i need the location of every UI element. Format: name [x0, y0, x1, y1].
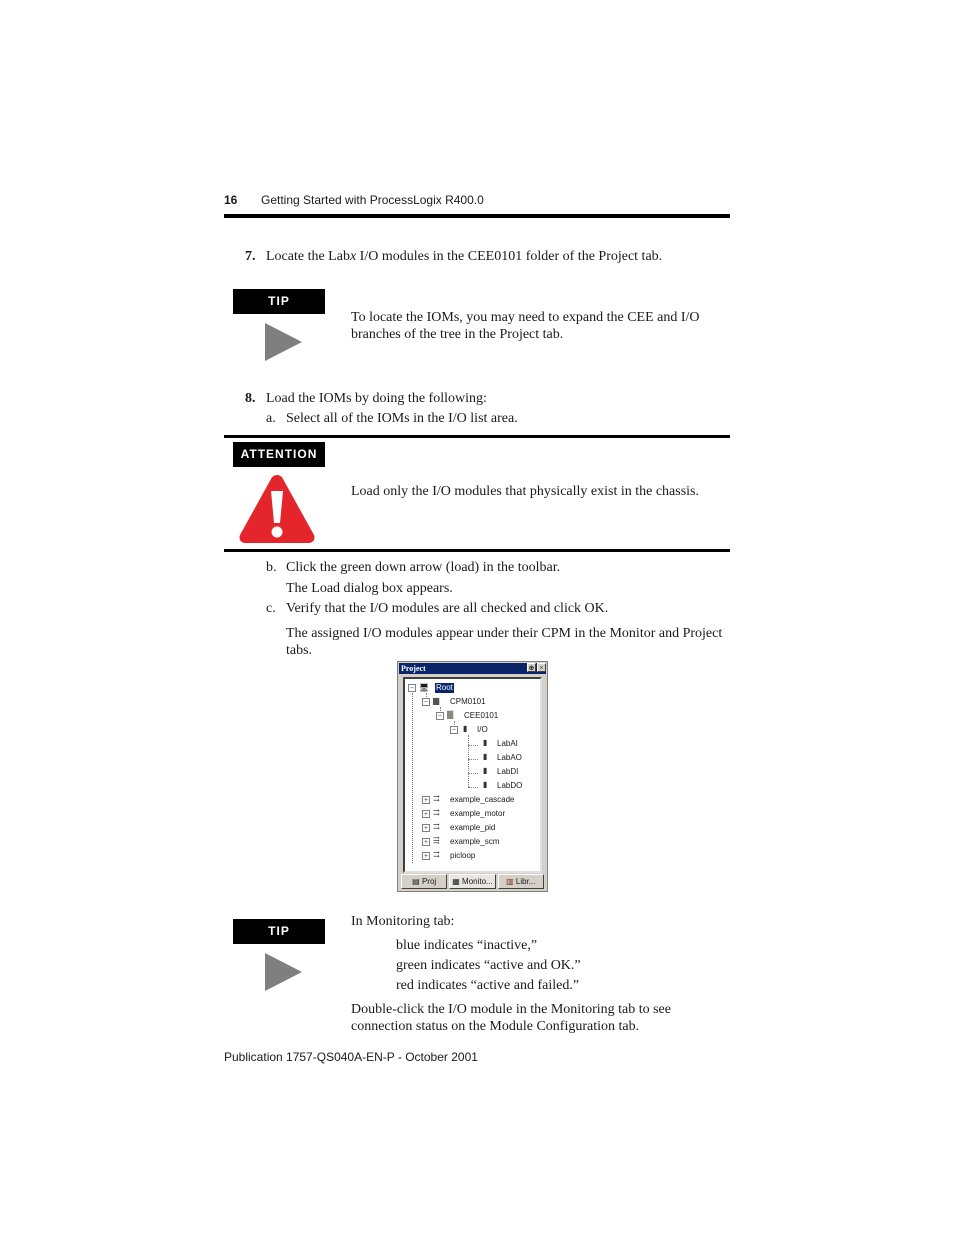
tree-node-module[interactable]: LabDO [497, 781, 523, 790]
tree-node-cpm[interactable]: CPM0101 [450, 697, 486, 706]
attention-bottom-rule [224, 549, 730, 552]
expand-toggle[interactable]: + [422, 852, 430, 860]
tip-intro: In Monitoring tab: [351, 914, 455, 929]
project-window-title-text: Project [401, 664, 426, 673]
step-b-result: The Load dialog box appears. [286, 581, 453, 596]
tip-outro: Double-click the I/O module in the Monitoring tab to see connection status on the Module Configuration tab. [351, 1002, 671, 1034]
tip-list-item: green indicates “active and OK.” [396, 958, 581, 973]
expand-toggle[interactable]: + [422, 824, 430, 832]
running-title: Getting Started with ProcessLogix R400.0 [261, 193, 484, 207]
cpm-icon: ▆ [433, 696, 440, 705]
project-window [397, 661, 548, 892]
tab-project[interactable] [401, 874, 447, 889]
tree-node-cee[interactable]: CEE0101 [464, 711, 499, 720]
library-tab-icon: ▥ [506, 877, 516, 886]
exclamation-triangle-icon [237, 473, 317, 545]
tab-project-label: Proj [421, 877, 437, 886]
cee-icon: ▇ [447, 710, 454, 719]
step-b-text: Click the green down arrow (load) in the toolbar. [286, 560, 561, 575]
step-8-text: Load the IOMs by doing the following: [266, 391, 487, 406]
tree-node-root[interactable]: Root [436, 683, 453, 692]
tree-node-folder[interactable]: picloop [450, 851, 476, 860]
tree-line [412, 693, 413, 863]
collapse-toggle[interactable]: − [408, 684, 416, 692]
step-a-letter: a. [266, 411, 276, 426]
tree-line [468, 759, 478, 760]
tip-label: TIP [233, 289, 325, 314]
module-icon: ▮ [483, 752, 488, 761]
tree-node-module[interactable]: LabAO [497, 753, 522, 762]
pin-button[interactable]: ⊕ [528, 664, 535, 672]
computer-icon: 🖥 [419, 683, 430, 692]
tip-text: To locate the IOMs, you may need to expand the CEE and I/O branches of the tree in the Project tab. [351, 310, 700, 342]
io-icon: ▮ [463, 724, 468, 733]
tree-line [468, 787, 478, 788]
monitor-tab-icon: ▦ [452, 877, 463, 886]
collapse-toggle[interactable]: − [450, 726, 458, 734]
step-8-number: 8. [245, 391, 256, 406]
collapse-toggle[interactable]: − [422, 698, 430, 706]
tree-line [468, 735, 469, 787]
tree-node-folder[interactable]: example_scm [450, 837, 500, 846]
step-7-text [266, 248, 662, 265]
tree-node-io[interactable]: I/O [477, 725, 488, 734]
tip-list-item: red indicates “active and failed.” [396, 978, 580, 993]
attention-text: Load only the I/O modules that physically exist in the chassis. [351, 484, 699, 499]
project-window-title [399, 663, 546, 674]
step-a-text: Select all of the IOMs in the I/O list area. [286, 411, 518, 426]
step-c-text: Verify that the I/O modules are all checked and click OK. [286, 601, 609, 616]
footer-publication: Publication 1757-QS040A-EN-P - October 2001 [224, 1050, 478, 1064]
collapse-toggle[interactable]: − [436, 712, 444, 720]
tree-node-folder[interactable]: example_cascade [450, 795, 515, 804]
close-button[interactable]: × [537, 663, 546, 672]
tree-line [468, 745, 478, 746]
tree-node-module[interactable]: LabDI [497, 767, 519, 776]
tree-tab-icon: ▤ [412, 877, 422, 886]
tab-library-label: Libr... [515, 877, 536, 886]
step-7-text-after: I/O modules in the CEE0101 folder of the Project tab. [356, 249, 663, 264]
tab-monitoring-label: Monito... [462, 877, 493, 886]
step-7-text-before: Locate the Lab [266, 249, 350, 264]
expand-toggle[interactable]: + [422, 838, 430, 846]
control-module-icon: ⇉ [433, 822, 440, 831]
expand-toggle[interactable]: + [422, 796, 430, 804]
tip-list-item: blue indicates “inactive,” [396, 938, 538, 953]
tree-node-folder[interactable]: example_motor [450, 809, 506, 818]
module-icon: ▮ [483, 738, 488, 747]
tree-node-folder[interactable]: example_pid [450, 823, 496, 832]
module-icon: ▮ [483, 766, 488, 775]
page-number: 16 [224, 193, 238, 207]
expand-toggle[interactable]: + [422, 810, 430, 818]
tip-arrow-icon [265, 953, 302, 991]
header-rule [224, 214, 730, 218]
step-7-text-italic: x [349, 249, 357, 264]
module-icon: ▮ [483, 780, 488, 789]
scm-icon: ⇶ [433, 836, 440, 845]
control-module-icon: ⇉ [433, 794, 440, 803]
attention-top-rule [224, 435, 730, 438]
project-window-buttons [527, 663, 546, 672]
control-module-icon: ⇉ [433, 850, 440, 859]
tip-label: TIP [233, 919, 325, 944]
tree-line [468, 773, 478, 774]
tree-node-module[interactable]: LabAI [497, 739, 518, 748]
tip-arrow-icon [265, 323, 302, 361]
project-window-tabs [401, 874, 544, 889]
tab-library[interactable] [498, 874, 544, 889]
attention-label: ATTENTION [233, 442, 325, 467]
step-c-result: The assigned I/O modules appear under their CPM in the Monitor and Project tabs. [286, 626, 723, 658]
project-tree [403, 677, 542, 873]
step-7-number: 7. [245, 249, 256, 264]
step-c-letter: c. [266, 601, 276, 616]
step-b-letter: b. [266, 560, 277, 575]
tab-monitoring[interactable] [449, 874, 495, 889]
control-module-icon: ⇉ [433, 808, 440, 817]
